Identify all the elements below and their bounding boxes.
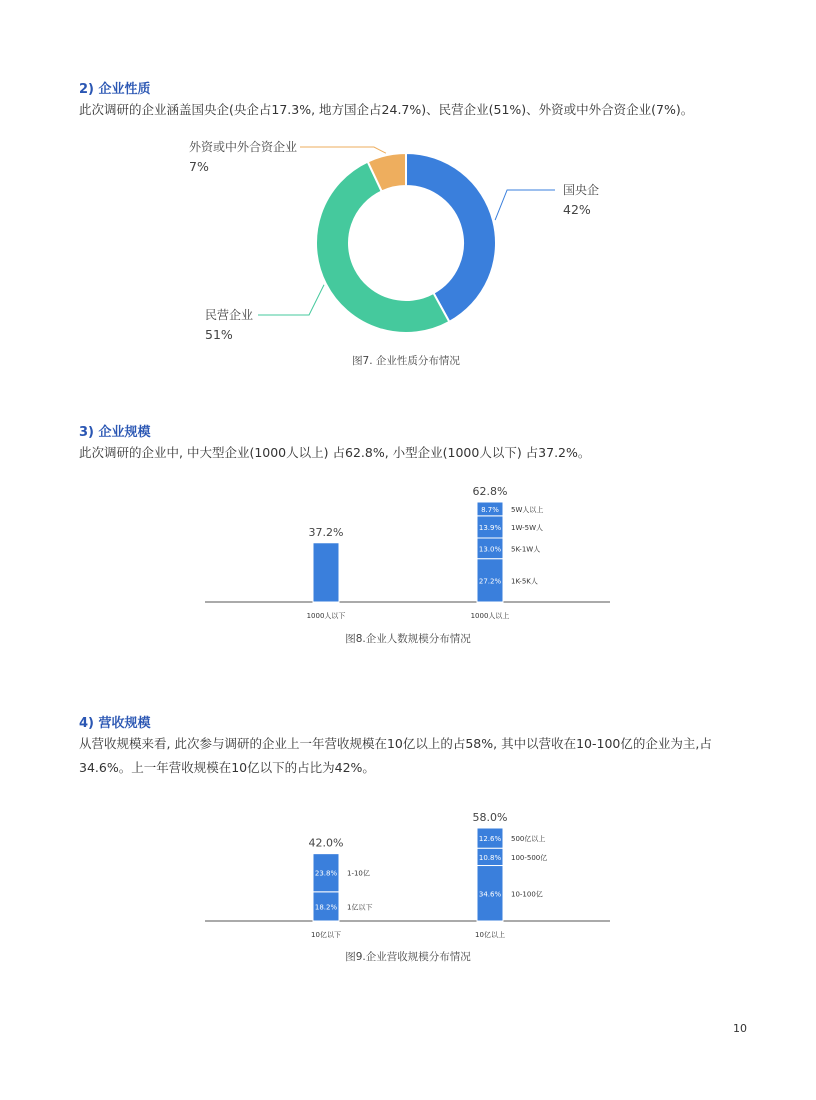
slice-label: 民营企业: [205, 308, 254, 322]
bar-total-label: 37.2%: [308, 525, 344, 539]
segment-name-label: 1-10亿: [347, 869, 370, 878]
slice-value: 7%: [189, 159, 209, 174]
section-heading-enterprise-size: 3) 企业规模: [79, 425, 151, 440]
bar-total-label: 42.0%: [308, 836, 344, 850]
segment-value-label: 27.2%: [478, 577, 502, 586]
segment-value-label: 12.6%: [478, 835, 502, 844]
category-label: 1000人以下: [306, 612, 346, 620]
slice-label: 外资或中外合资企业: [189, 140, 298, 154]
bar-chart-headcount: [0, 478, 816, 623]
segment-value-label: 13.9%: [478, 523, 502, 532]
section-heading-revenue: 4) 营收规模: [79, 716, 151, 731]
segment-value-label: 23.8%: [314, 869, 338, 878]
segment-value-label: 10.8%: [478, 853, 502, 862]
section-text-revenue-line1: 从营收规模来看, 此次参与调研的企业上一年营收规模在10亿以上的占58%, 其中以营收在10-100亿的企业为主,占: [79, 736, 712, 751]
segment-name-label: 1K-5K人: [511, 577, 538, 586]
segment-name-label: 500亿以上: [511, 835, 546, 844]
figure-caption-7: 图7. 企业性质分布情况: [352, 355, 460, 367]
segment-name-label: 100-500亿: [511, 853, 548, 862]
callout-line: [495, 190, 555, 220]
bar-total-label: 62.8%: [472, 485, 508, 498]
donut-chart-enterprise-nature: [0, 135, 816, 350]
section-text-enterprise-size: 此次调研的企业中, 中大型企业(1000人以上) 占62.8%, 小型企业(1000人以下) 占37.2%。: [79, 445, 591, 460]
category-label: 10亿以下: [311, 931, 341, 939]
segment-value-label: 8.7%: [481, 505, 499, 514]
bar-segment: [313, 543, 339, 602]
bar-chart-revenue: [0, 802, 816, 944]
segment-name-label: 5W人以上: [511, 505, 544, 514]
slice-value: 42%: [563, 202, 591, 217]
segment-name-label: 10-100亿: [511, 890, 543, 899]
segment-name-label: 5K-1W人: [511, 545, 541, 554]
donut-slice: [406, 153, 496, 322]
segment-value-label: 34.6%: [478, 890, 502, 899]
section-heading-enterprise-nature: 2) 企业性质: [79, 82, 151, 97]
segment-value-label: 18.2%: [314, 903, 338, 912]
slice-value: 51%: [205, 327, 233, 342]
callout-line: [300, 147, 386, 153]
section-text-enterprise-nature: 此次调研的企业涵盖国央企(央企占17.3%, 地方国企占24.7%)、民营企业(51%)、外资或中外合资企业(7%)。: [79, 102, 694, 117]
segment-name-label: 1W-5W人: [511, 523, 543, 532]
page-number: 10: [733, 1022, 747, 1035]
bar-total-label: 58.0%: [472, 811, 508, 824]
category-label: 10亿以上: [475, 931, 505, 939]
category-label: 1000人以上: [470, 612, 510, 620]
segment-value-label: 13.0%: [478, 545, 502, 554]
figure-caption-9: 图9.企业营收规模分布情况: [345, 951, 471, 963]
segment-name-label: 1亿以下: [347, 903, 373, 912]
slice-label: 国央企: [563, 183, 600, 197]
callout-line: [258, 285, 324, 315]
figure-caption-8: 图8.企业人数规模分布情况: [345, 633, 471, 645]
section-text-revenue-line2: 34.6%。上一年营收规模在10亿以下的占比为42%。: [79, 760, 375, 775]
